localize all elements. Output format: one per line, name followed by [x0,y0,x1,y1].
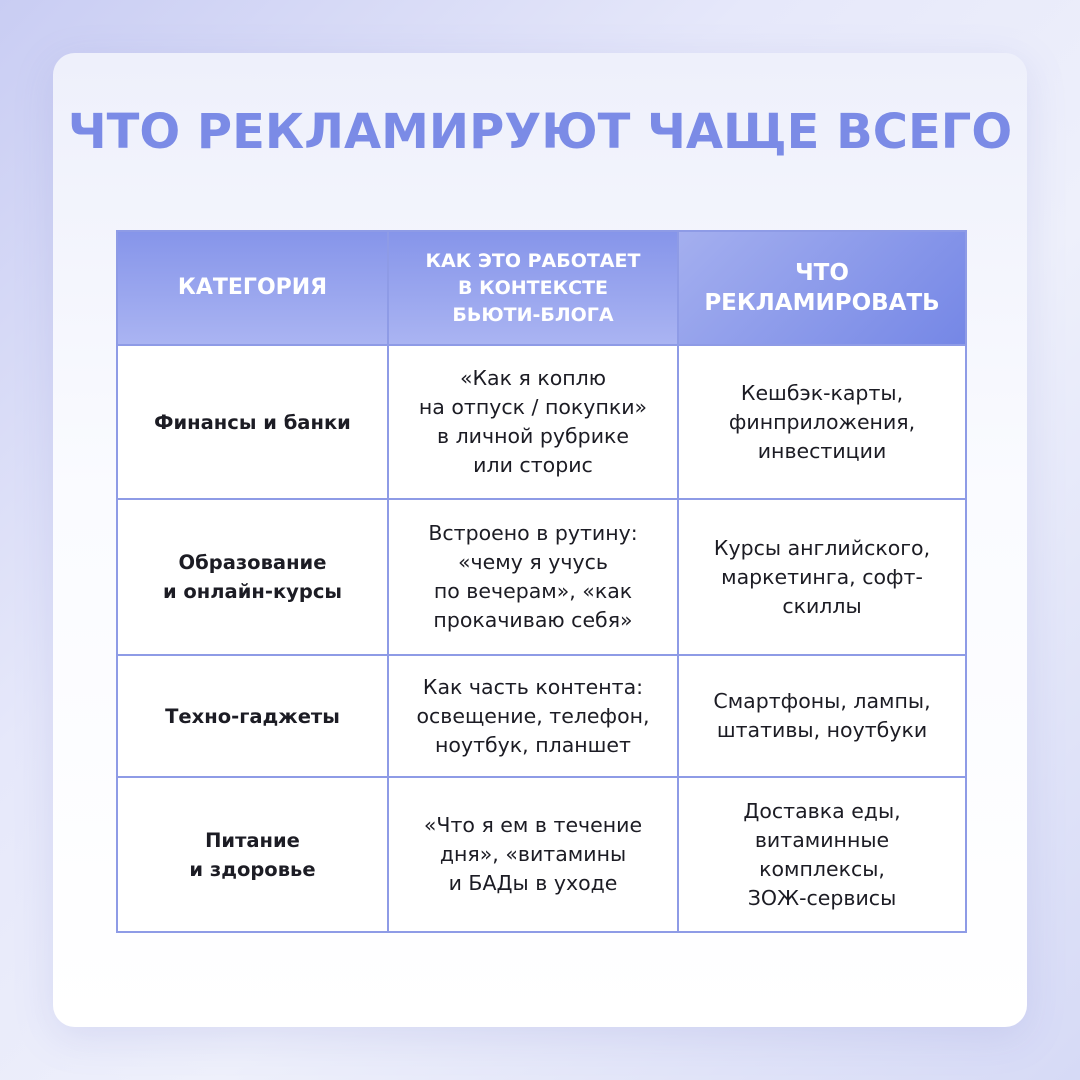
cell-line: Образование [178,551,327,574]
table-row [117,655,966,777]
cell-line: и БАДы в уходе [448,871,618,895]
cell-line: Смартфоны, лампы, [713,689,931,713]
cell-line: прокачиваю себя» [433,608,633,632]
header-category [117,231,388,345]
cell-line: и онлайн-курсы [162,580,343,603]
cell-line: финприложения, [728,409,916,434]
cell-line: ноутбук, планшет [435,732,631,757]
table-row [117,499,966,655]
what-cell [678,499,966,655]
cell-line: Как часть контента: [422,674,644,699]
cell-line: «чему я учусь [458,550,608,574]
cell-line: ЗОЖ-сервисы [747,885,897,910]
what-cell [678,345,966,499]
header-line: КАТЕГОРИЯ [177,275,328,300]
cell-line: дня», «витамины [439,842,627,866]
table-row [117,777,966,932]
cell-line: «Как я коплю [459,366,607,390]
cell-line: Кешбэк-карты, [740,380,904,405]
cell-line: скиллы [782,593,862,618]
category-cell [117,655,388,777]
category-cell [117,777,388,932]
cell-line: Курсы английского, [713,535,931,560]
cell-line: и здоровье [189,857,316,881]
table-row [117,345,966,499]
what-cell [678,655,966,777]
page-title: ЧТО РЕКЛАМИРУЮТ ЧАЩЕ ВСЕГО [67,104,1013,160]
header-line: В КОНТЕКСТЕ [457,276,609,299]
cell-line: Финансы и банки [154,410,351,434]
cell-line: Техно-гаджеты [165,704,340,728]
cell-line: витаминные [754,827,890,852]
cell-line: инвестиции [757,438,887,463]
cell-line: маркетинга, софт- [721,564,923,589]
cell-line: Доставка еды, [743,798,901,823]
header-what-to-advertise [678,231,966,345]
what-cell [678,777,966,932]
category-cell [117,345,388,499]
cell-line: «Что я ем в течение [423,813,643,837]
cell-line: комплексы, [759,856,885,881]
header-line: ЧТО [795,260,849,286]
cell-line: на отпуск / покупки» [418,395,648,419]
cell-line: или сторис [473,453,593,477]
cell-line: в личной рубрике [436,424,630,448]
cell-line: Питание [205,828,300,852]
header-line: КАК ЭТО РАБОТАЕТ [425,249,641,272]
header-line: РЕКЛАМИРОВАТЬ [704,290,940,316]
ad-categories-table [116,230,967,933]
how-cell [388,345,678,499]
how-cell [388,777,678,932]
how-cell [388,655,678,777]
cell-line: штативы, ноутбуки [716,718,928,742]
header-how-it-works [388,231,678,345]
cell-line: по вечерам», «как [433,579,633,603]
cell-line: Встроено в рутину: [428,521,638,545]
how-cell [388,499,678,655]
header-line: БЬЮТИ-БЛОГА [452,303,614,326]
table-header-row [117,231,966,345]
cell-line: освещение, телефон, [416,703,650,728]
category-cell [117,499,388,655]
